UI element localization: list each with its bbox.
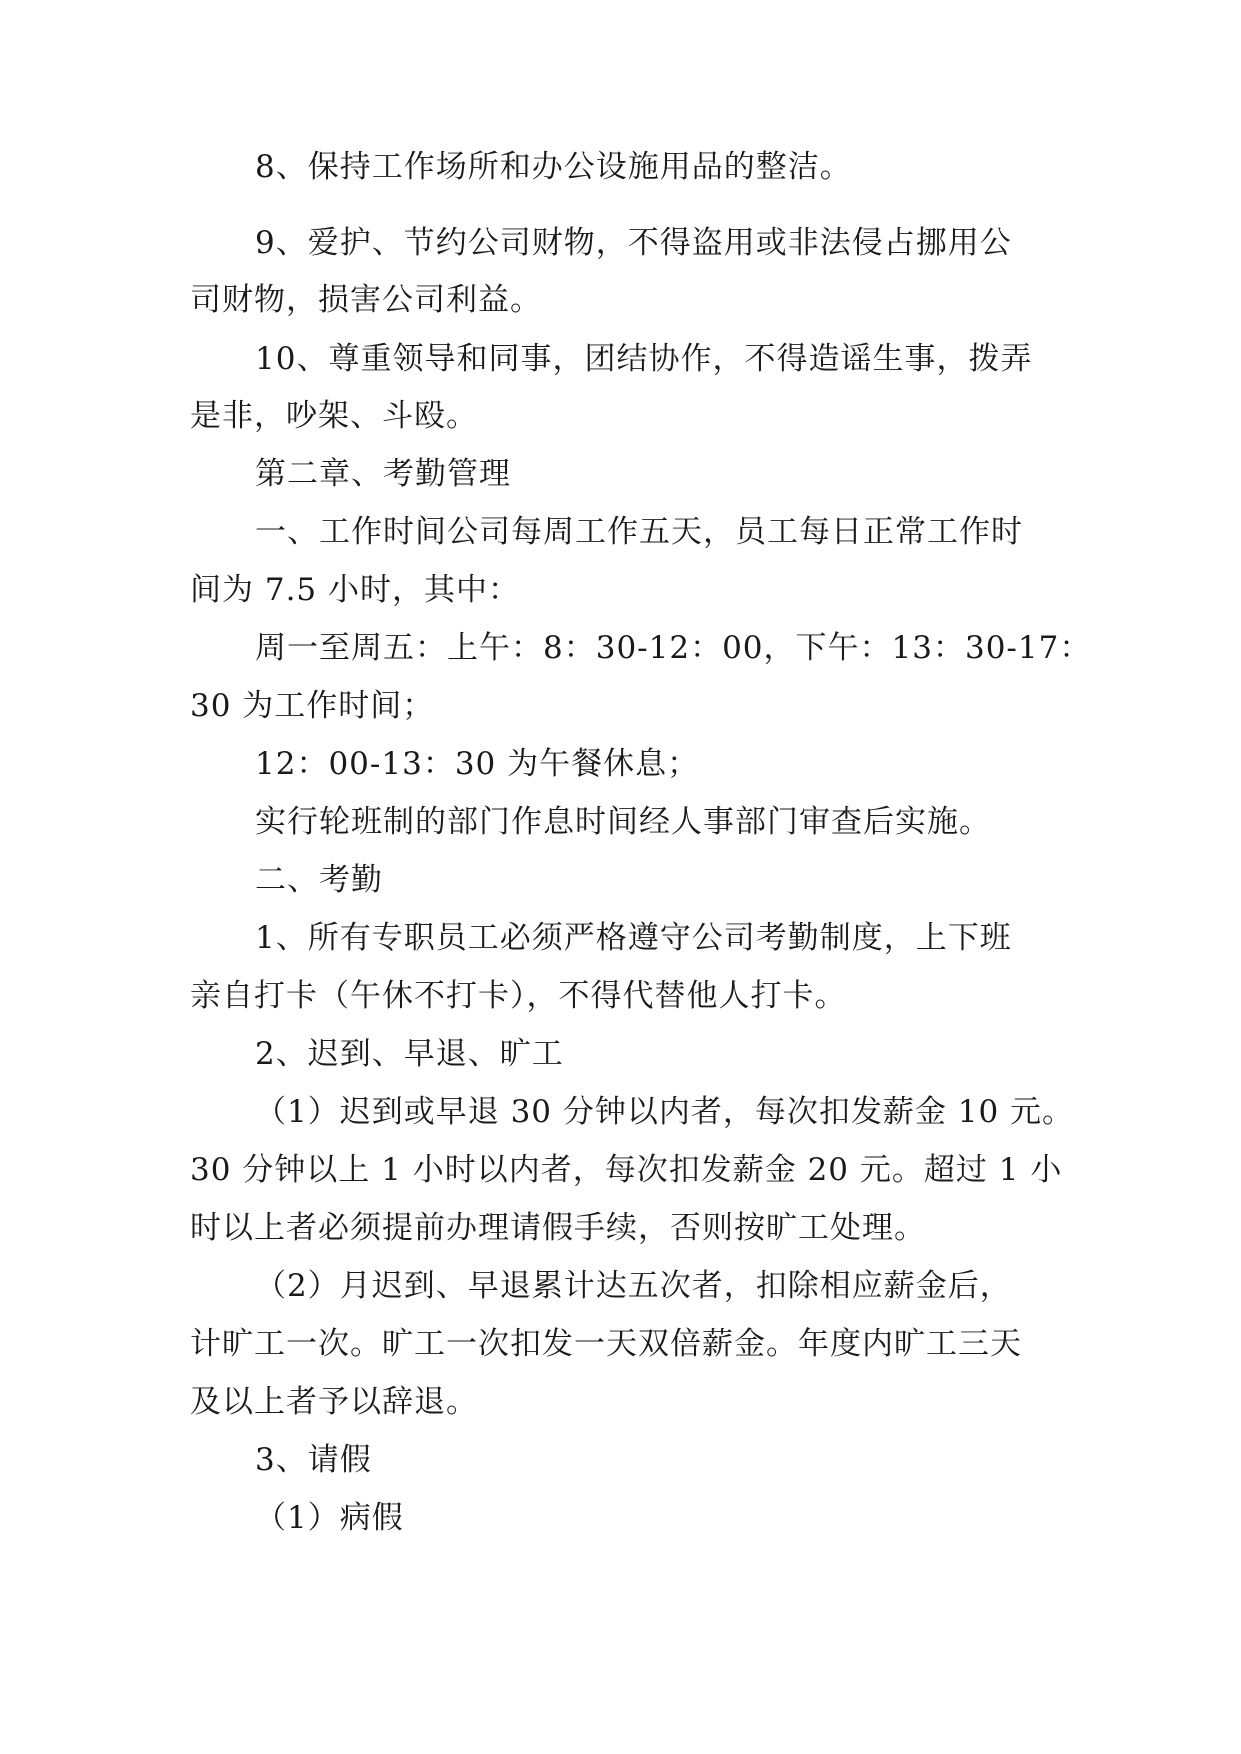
paragraph-line: 间为 7.5 小时，其中： [190,572,521,608]
section-heading: 二、考勤 [255,862,383,898]
paragraph-line: 2、迟到、早退、旷工 [255,1036,564,1072]
paragraph-line: 是非，吵架、斗殴。 [190,398,478,434]
paragraph-line: 30 为工作时间； [190,688,435,724]
paragraph-line: 时以上者必须提前办理请假手续，否则按旷工处理。 [190,1210,926,1246]
paragraph-line: （1）迟到或早退 30 分钟以内者，每次扣发薪金 10 元。 [255,1094,1075,1130]
paragraph-line: 计旷工一次。旷工一次扣发一天双倍薪金。年度内旷工三天 [190,1326,1022,1362]
paragraph-line: 周一至周五：上午：8：30-12：00，下午：13：30-17： [255,630,1092,666]
paragraph-line: 司财物，损害公司利益。 [190,282,542,318]
paragraph-line: 3、请假 [255,1442,372,1478]
paragraph-line: 及以上者予以辞退。 [190,1384,478,1420]
paragraph-line: 12：00-13：30 为午餐休息； [255,746,700,782]
paragraph-line: 1、所有专职员工必须严格遵守公司考勤制度，上下班 [255,920,1012,956]
paragraph-line: 实行轮班制的部门作息时间经人事部门审查后实施。 [255,804,991,840]
paragraph-line: 8、保持工作场所和办公设施用品的整洁。 [255,149,852,185]
paragraph-line: 9、爱护、节约公司财物，不得盗用或非法侵占挪用公 [255,225,1012,261]
paragraph-line: 30 分钟以上 1 小时以内者，每次扣发薪金 20 元。超过 1 小 [190,1152,1063,1188]
chapter-heading: 第二章、考勤管理 [255,456,511,492]
paragraph-line: 10、尊重领导和同事，团结协作，不得造谣生事，拨弄 [255,341,1033,377]
paragraph-line: （2）月迟到、早退累计达五次者，扣除相应薪金后， [255,1268,1012,1304]
paragraph-line: （1）病假 [255,1500,404,1536]
paragraph-line: 亲自打卡（午休不打卡），不得代替他人打卡。 [190,978,847,1014]
paragraph-line: 一、工作时间公司每周工作五天，员工每日正常工作时 [255,514,1023,550]
